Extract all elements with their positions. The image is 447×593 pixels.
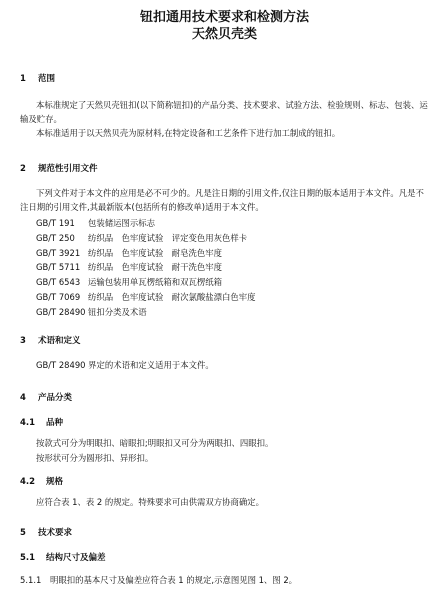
reference-code: GB/T 6543 bbox=[36, 277, 81, 288]
document-subtitle: 天然贝壳类 bbox=[191, 27, 257, 42]
reference-item bbox=[20, 231, 429, 246]
reference-title: 纺织品 色牢度试验 耐干洗色牢度 bbox=[88, 262, 222, 273]
section-2-heading bbox=[20, 162, 429, 174]
section-number: 5.1 bbox=[20, 553, 36, 563]
section-4-2-line: 应符合表 1、表 2 的规定。特殊要求可由供需双方协商确定。 bbox=[36, 497, 265, 507]
section-title: 品种 bbox=[46, 418, 64, 428]
section-title: 结构尺寸及偏差 bbox=[46, 553, 106, 563]
section-number: 3 bbox=[20, 336, 26, 346]
section-3-paragraph: GB/T 28490 界定的术语和定义适用于本文件。 bbox=[36, 360, 214, 370]
reference-item bbox=[20, 275, 429, 290]
section-5-1-1-text: 明眼扣的基本尺寸及偏差应符合表 1 的规定,示意图见图 1、图 2。 bbox=[50, 575, 298, 585]
section-title: 规格 bbox=[46, 477, 64, 487]
section-title: 技术要求 bbox=[38, 528, 73, 538]
reference-title: 运输包装用单瓦楞纸箱和双瓦楞纸箱 bbox=[88, 277, 222, 288]
section-1-paragraph-1: 本标准规定了天然贝壳钮扣(以下简称钮扣)的产品分类、技术要求、试验方法、检验规则、标志、包装、运输及贮存。 bbox=[20, 100, 428, 124]
section-5-1-1 bbox=[20, 573, 429, 587]
reference-title: 纺织品 色牢度试验 耐皂洗色牢度 bbox=[88, 247, 222, 258]
section-2-paragraph: 下列文件对于本文件的应用是必不可少的。凡是注日期的引用文件,仅注日期的版本适用于本文件。凡是不注日期的引用文件,其最新版本(包括所有的修改单)适用于本文件。 bbox=[20, 188, 424, 212]
section-number: 4 bbox=[20, 393, 26, 403]
reference-code: GB/T 191 bbox=[36, 218, 75, 228]
reference-item bbox=[20, 246, 429, 261]
document-title: 钮扣通用技术要求和检测方法 bbox=[139, 10, 309, 25]
reference-list bbox=[20, 216, 429, 320]
reference-code: GB/T 250 bbox=[36, 232, 75, 243]
reference-code: GB/T 3921 bbox=[36, 247, 81, 258]
section-4-2-heading bbox=[20, 475, 429, 487]
reference-item bbox=[20, 305, 429, 320]
section-number: 4.1 bbox=[20, 418, 36, 428]
section-title: 范围 bbox=[38, 74, 56, 84]
section-number: 5.1.1 bbox=[20, 575, 42, 585]
section-number: 2 bbox=[20, 164, 26, 174]
reference-code: GB/T 28490 bbox=[36, 306, 86, 317]
section-5-1-heading bbox=[20, 551, 429, 563]
reference-title: 包装储运图示标志 bbox=[88, 218, 155, 228]
section-1-paragraph-2: 本标准适用于以天然贝壳为原材料,在特定设备和工艺条件下进行加工制成的钮扣。 bbox=[36, 128, 341, 138]
reference-code: GB/T 5711 bbox=[36, 262, 81, 273]
reference-code: GB/T 7069 bbox=[36, 291, 81, 302]
section-title: 术语和定义 bbox=[38, 336, 81, 346]
section-5-heading bbox=[20, 526, 429, 538]
section-title: 产品分类 bbox=[38, 393, 73, 403]
section-number: 4.2 bbox=[20, 477, 36, 487]
reference-title: 纺织品 色牢度试验 耐次氯酸盐漂白色牢度 bbox=[88, 291, 256, 302]
section-1-heading bbox=[20, 72, 429, 84]
section-4-1-line-2: 按形状可分为圆形扣、异形扣。 bbox=[36, 453, 154, 463]
section-4-heading bbox=[20, 391, 429, 403]
section-number: 1 bbox=[20, 74, 26, 84]
reference-title: 钮扣分类及术语 bbox=[88, 306, 147, 317]
section-title: 规范性引用文件 bbox=[38, 164, 98, 174]
section-3-heading bbox=[20, 334, 429, 346]
reference-item bbox=[20, 260, 429, 275]
section-4-1-line-1: 按款式可分为明眼扣、暗眼扣;明眼扣又可分为两眼扣、四眼扣。 bbox=[36, 438, 274, 448]
reference-item bbox=[20, 216, 429, 231]
reference-title: 纺织品 色牢度试验 评定变色用灰色样卡 bbox=[88, 232, 248, 243]
reference-item bbox=[20, 290, 429, 305]
section-number: 5 bbox=[20, 528, 26, 538]
section-4-1-heading bbox=[20, 416, 429, 428]
